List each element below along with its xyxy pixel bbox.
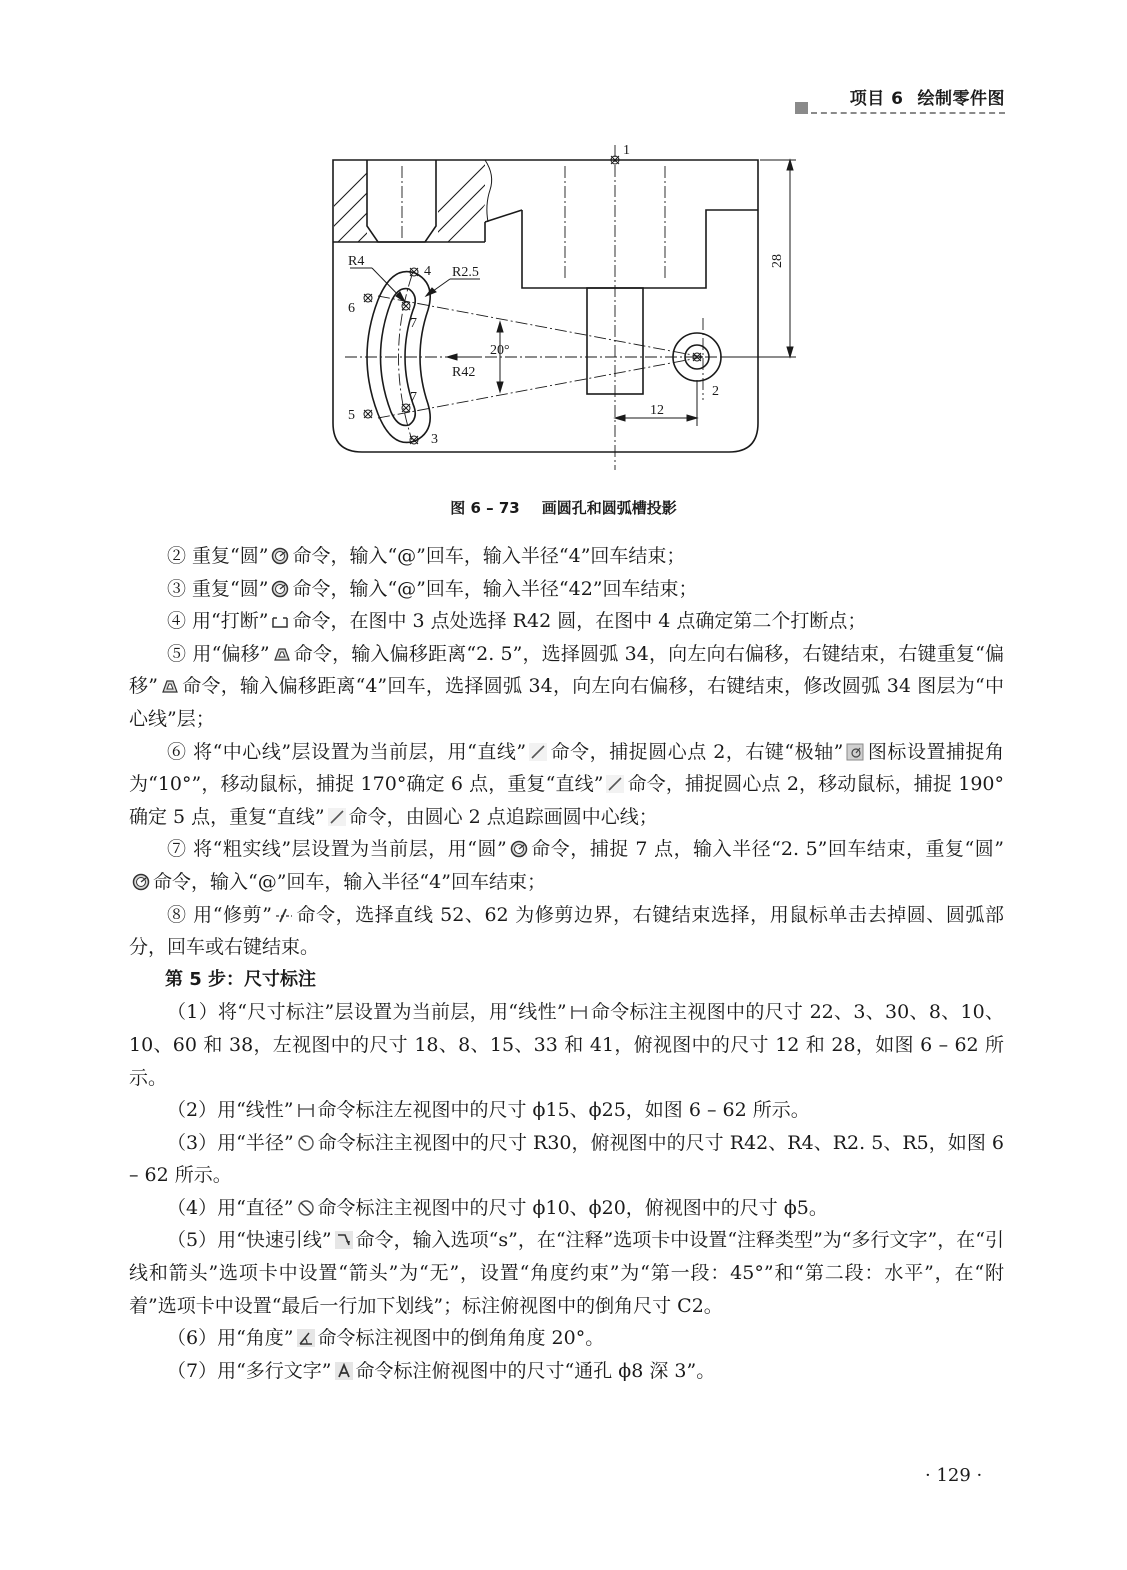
label-dim-12: 12 [650,403,664,418]
break-icon [271,612,289,630]
figure-caption [0,497,1127,518]
paragraph-text: （2）用“线性” [167,1099,294,1122]
radius-icon [297,1134,315,1152]
paragraph-text: ② 重复“圆” [167,545,269,567]
paragraph-text: ③ 重复“圆” [167,577,269,600]
header-title: 绘制零件图 [917,89,1005,109]
paragraph-text: ⑤ 用“偏移” [167,642,270,665]
paragraph-text: 命令，捕捉圆心点 2，右键“极轴” [550,740,844,763]
label-point-2: 2 [712,384,719,399]
label-r4: R4 [348,254,365,269]
circle-icon [271,580,289,598]
line-icon [529,743,547,761]
circle-icon [132,873,150,891]
paragraph-text: 命令，选择直线 52、62 为修剪边界，右键结束选择，用鼠标单击去掉圆、圆弧部分，回车或右键结束。 [129,903,1005,959]
paragraph-text: 命令，捕捉 7 点，输入半径“2. 5”回车结束，重复“圆” [530,838,1004,861]
section-hatching-right [410,140,510,320]
label-point-1: 1 [623,143,630,158]
label-r2-5: R2.5 [452,265,479,280]
paragraph-text: （1）将“尺寸标注”层设置为当前层，用“线性” [167,1001,567,1024]
paragraph-text: 命令标注主视图中的尺寸 ϕ10、ϕ20，俯视图中的尺寸 ϕ5。 [317,1196,828,1219]
paragraph-text: ⑦ 将“粗实线”层设置为当前层，用“圆” [167,838,507,861]
paragraph-text: ④ 用“打断” [167,610,269,633]
label-point-6: 6 [348,301,355,316]
paragraph-text: （6）用“角度” [167,1327,294,1350]
label-point-7-lower: 7 [410,390,417,405]
paragraph-text: ⑥ 将“中心线”层设置为当前层，用“直线” [167,740,527,763]
header-square-marker [795,102,808,114]
instruction-paragraph [129,638,1004,736]
page-number: · 129 · [925,1465,983,1486]
paragraph-text: 命令，输入“@”回车，输入半径“42”回车结束； [292,577,698,600]
paragraph-text: 命令，在图中 3 点处选择 R42 圆，在图中 4 点确定第二个打断点； [292,610,867,633]
angle-dim-icon [297,1329,315,1347]
header-project: 项目 6 [849,89,904,109]
header-rule [795,102,1005,116]
paragraph-text: 命令，输入偏移距离“2. 5”，选择圆弧 34，向左向右偏移，右键结束，右键重复“偏移” [129,642,1004,698]
paragraph-text: 命令标注视图中的倒角角度 20°。 [317,1327,605,1350]
polar-icon [846,743,864,761]
label-point-7-upper: 7 [410,316,417,331]
instruction-paragraph [129,1127,1004,1192]
instruction-paragraph [129,1094,1004,1127]
technical-drawing [320,136,820,476]
circle-icon [271,547,289,565]
step-heading [129,964,1004,997]
offset-icon [161,677,179,695]
linear-dim-icon [570,1003,588,1021]
paragraph-text: （7）用“多行文字” [167,1359,332,1382]
paragraph-text: （3）用“半径” [167,1131,294,1154]
part-outline [333,160,758,452]
paragraph-text: 命令，输入“@”回车，输入半径“4”回车结束； [153,870,546,893]
paragraph-text: （5）用“快速引线” [167,1229,332,1252]
paragraph-text: 命令，捕捉圆心点 2，移动鼠标，捕捉 190°确定 5 点，重复“直线” [129,773,1004,828]
instruction-paragraph [129,605,1004,638]
linear-dim-icon [297,1101,315,1119]
header-dashed-line [811,112,1005,114]
paragraph-text: 命令，输入“@”回车，输入半径“4”回车结束； [292,545,686,567]
paragraph-text: 命令标注俯视图中的尺寸“通孔 ϕ8 深 3”。 [355,1359,716,1382]
offset-icon [273,645,291,663]
trim-icon [275,906,293,924]
figure-title: 画圆孔和圆弧槽投影 [541,499,677,517]
label-point-4: 4 [424,264,431,279]
leader-icon [335,1231,353,1249]
dimension-lines [350,160,796,426]
paragraph-text: 命令，输入选项“s”，在“注释”选项卡中设置“注释类型”为“多行文字”，在“引线和箭头”选项卡中设置“箭头”为“无”，设置“角度约束”为“第一段：45°”和“第二段：水平”，在“附着”选项卡中设置“最后一行加下划线”；标注俯视图中的倒角尺寸 C2。 [129,1229,1004,1317]
paragraph-text: 命令标注主视图中的尺寸 22、3、30、8、10、10、60 和 38，左视图中的尺寸 18、8、15、33 和 41，俯视图中的尺寸 12 和 28，如图 6 – 62 所示。 [129,1001,1004,1089]
line-icon [328,808,346,826]
label-point-5: 5 [348,408,355,423]
instruction-paragraph [129,1355,1004,1388]
instruction-paragraph [129,540,1004,573]
mtext-icon [335,1362,353,1380]
diameter-icon [297,1199,315,1217]
paragraph-text: 命令标注左视图中的尺寸 ϕ15、ϕ25，如图 6 – 62 所示。 [317,1099,810,1122]
body-text [129,540,1004,1387]
label-angle-20: 20° [490,343,510,358]
line-icon [606,775,624,793]
paragraph-text: 命令，由圆心 2 点追踪画圆中心线； [348,805,658,828]
center-step [522,210,758,288]
paragraph-text: （4）用“直径” [167,1196,294,1219]
instruction-paragraph [129,833,1004,898]
circle-icon [510,840,528,858]
paragraph-text: 第 5 步：尺寸标注 [165,968,317,990]
instruction-paragraph [129,1224,1004,1322]
instruction-paragraph [129,996,1004,1094]
paragraph-text: 命令标注主视图中的尺寸 R30，俯视图中的尺寸 R42、R4、R2. 5、R5，如图 6 – 62 所示。 [129,1131,1005,1187]
counterbore-left [367,160,436,242]
instruction-paragraph [129,573,1004,606]
label-dim-28: 28 [770,254,785,268]
figure-number: 图 6 – 73 [450,499,520,517]
paragraph-text: ⑧ 用“修剪” [167,903,272,926]
paragraph-text: 图标设置捕捉角为“10°”，移动鼠标，捕捉 170°确定 6 点，重复“直线” [129,740,1004,796]
instruction-paragraph [129,1192,1004,1225]
instruction-paragraph [129,736,1004,834]
label-point-3: 3 [431,432,438,447]
instruction-paragraph [129,1322,1004,1355]
label-r42: R42 [452,365,476,380]
paragraph-text: 命令，输入偏移距离“4”回车，选择圆弧 34，向左向右偏移，右键结束，修改圆弧 34 图层为“中心线”层； [129,675,1005,730]
instruction-paragraph [129,899,1004,964]
